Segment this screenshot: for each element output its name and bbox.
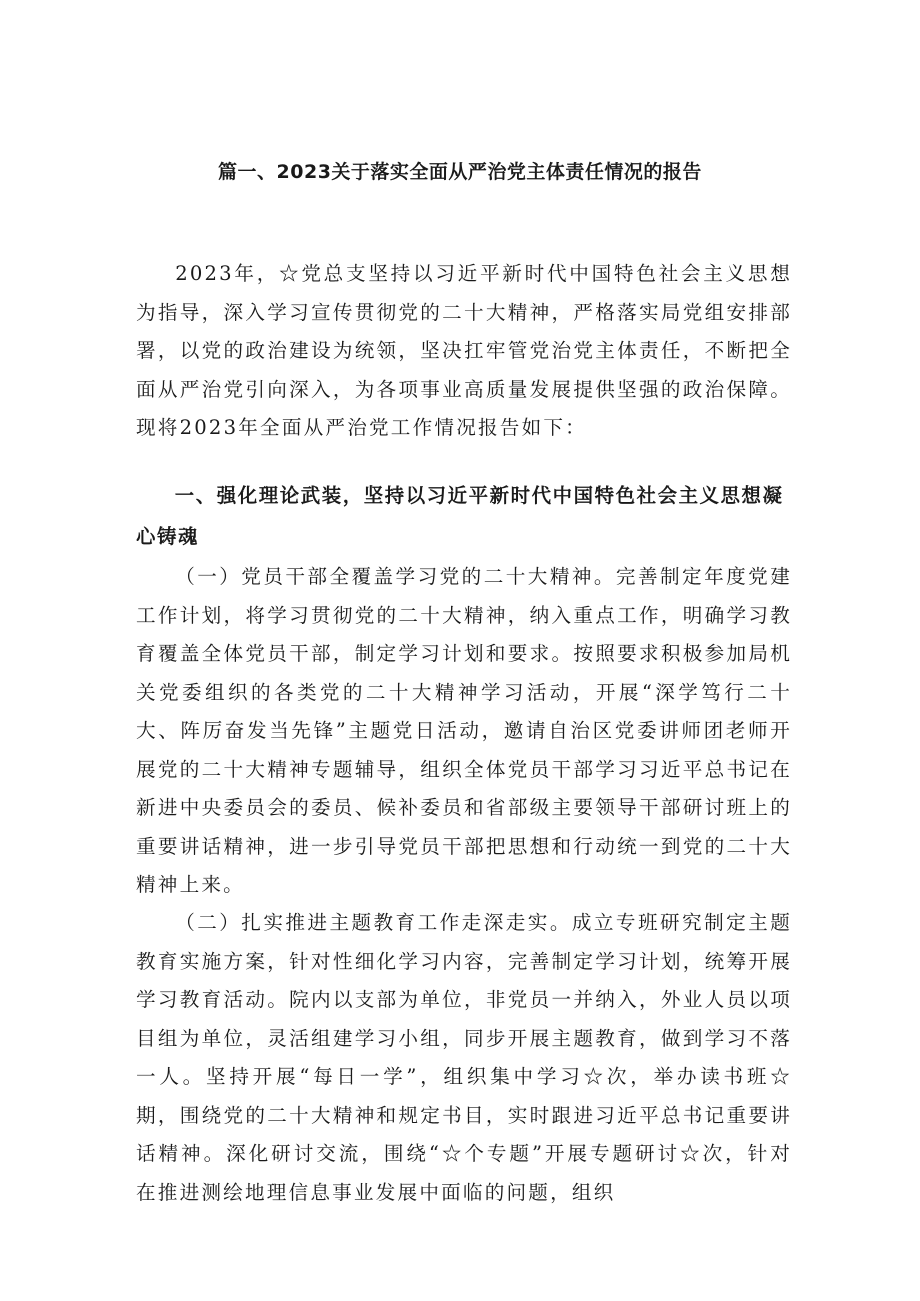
paragraph-2: （二）扎实推进主题教育工作走深走实。成立专班研究制定主题教育实施方案，针对性细化学习内容，完善制定学习计划，统筹开展学习教育活动。院内以支部为单位，非党员一并纳入，外业人员以项目组为单位，灵活组建学习小组，同步开展主题教育，做到学习不落一人。坚持开展“每日一学”，组织集中学习☆次，举办读书班☆期，围绕党的二十大精神和规定书目，实时跟进习近平总书记重要讲话精神。深化研讨交流，围绕“☆个专题”开展专题研讨☆次，针对在推进测绘地理信息事业发展中面临的问题，组织	[136, 911, 792, 1204]
document-title: 篇一、2023关于落实全面从严治党主体责任情况的报告	[218, 161, 702, 183]
intro-paragraph: 2023年，☆党总支坚持以习近平新时代中国特色社会主义思想为指导，深入学习宣传贯彻党的二十大精神，严格落实局党组安排部署，以党的政治建设为统领，坚决扛牢管党治党主体责任，不断把全面从严治党引向深入，为各项事业高质量发展提供坚强的政治保障。现将2023年全面从严治党工作情况报告如下：	[136, 262, 792, 439]
paragraph-1: （一）党员干部全覆盖学习党的二十大精神。完善制定年度党建工作计划，将学习贯彻党的二十大精神，纳入重点工作，明确学习教育覆盖全体党员干部，制定学习计划和要求。按照要求积极参加局机关党委组织的各类党的二十大精神学习活动，开展“深学笃行二十大、阵厉奋发当先锋”主题党日活动，邀请自治区党委讲师团老师开展党的二十大精神专题辅导，组织全体党员干部学习习近平总书记在新进中央委员会的委员、候补委员和省部级主要领导干部研讨班上的重要讲话精神，进一步引导党员干部把思想和行动统一到党的二十大精神上来。	[136, 565, 792, 896]
section-heading-1: 一、强化理论武装，坚持以习近平新时代中国特色社会主义思想凝心铸魂	[136, 484, 784, 548]
